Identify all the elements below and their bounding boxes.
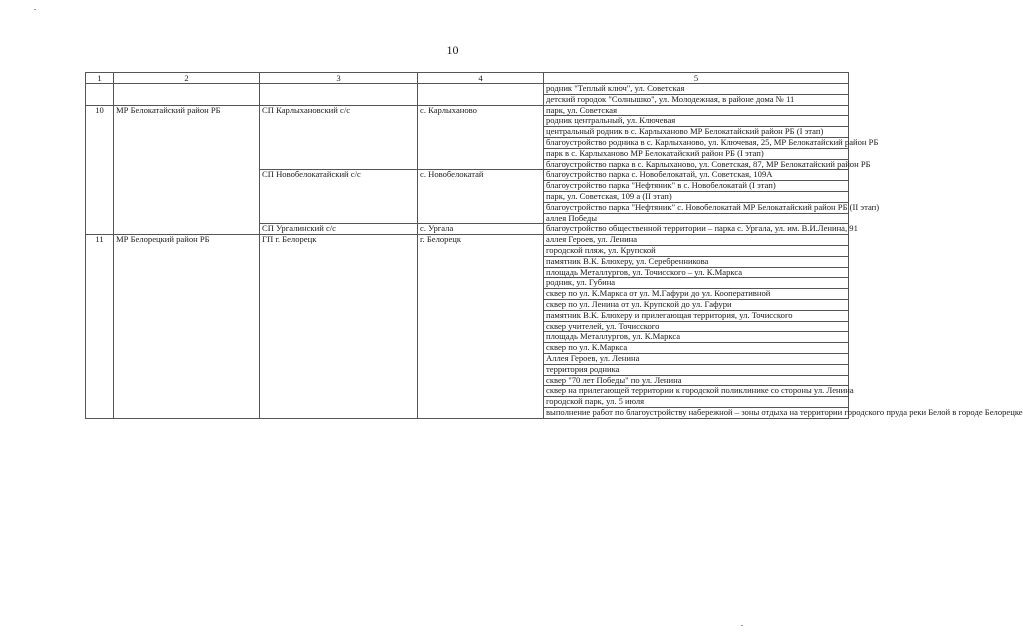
object-cell: аллея Победы bbox=[544, 213, 849, 224]
object-cell: сквер на прилегающей территории к городской поликлинике со стороны ул. Ленина bbox=[544, 386, 849, 397]
object-cell: благоустройство родника в с. Карлыханово, ул. Ключевая, 25, МР Белокатайский район РБ bbox=[544, 137, 849, 148]
locality-cell: с. Карлыханово bbox=[418, 105, 544, 170]
object-cell: благоустройство общественной территории – парка с. Ургала, ул. им. В.И.Ленина, 91 bbox=[544, 224, 849, 235]
objects-table bbox=[85, 72, 1023, 419]
column-header: 4 bbox=[418, 73, 544, 84]
object-cell: благоустройство парка "Нефтяник" в с. Новобелокатай (I этап) bbox=[544, 181, 849, 192]
table-row bbox=[86, 84, 849, 95]
object-cell: выполнение работ по благоустройству набережной – зоны отдыха на территории городского пруда реки Белой в городе Белорецке bbox=[544, 407, 849, 418]
object-cell: сквер учителей, ул. Точисского bbox=[544, 321, 849, 332]
object-cell: родник "Теплый ключ", ул. Советская bbox=[544, 84, 849, 95]
row-number-cell: 11 bbox=[86, 235, 114, 419]
table-row bbox=[86, 235, 849, 246]
object-cell: парк в с. Карлыханово МР Белокатайский район РБ (I этап) bbox=[544, 148, 849, 159]
object-cell: центральный родник в с. Карлыханово МР Белокатайский район РБ (I этап) bbox=[544, 127, 849, 138]
table-body bbox=[86, 83, 1023, 419]
object-cell: благоустройство парка с. Новобелокатай, ул. Советская, 109А bbox=[544, 170, 849, 181]
district-cell: МР Белокатайский район РБ bbox=[114, 105, 260, 235]
object-cell: памятник В.К. Блюхеру, ул. Серебренникова bbox=[544, 256, 849, 267]
object-cell: сквер по ул. К.Маркса bbox=[544, 343, 849, 354]
row-number-cell bbox=[86, 84, 114, 106]
locality-cell: г. Белорецк bbox=[418, 235, 544, 419]
object-cell: городской парк, ул. 5 июля bbox=[544, 397, 849, 408]
header-row bbox=[86, 73, 849, 84]
settlement-cell: СП Карлыхановский с/с bbox=[260, 105, 418, 170]
object-cell: детский городок "Солнышко", ул. Молодежная, в районе дома № 11 bbox=[544, 94, 849, 105]
object-cell: городской пляж, ул. Крупской bbox=[544, 245, 849, 256]
object-cell: родник, ул. Губина bbox=[544, 278, 849, 289]
column-header: 3 bbox=[260, 73, 418, 84]
object-cell: парк, ул. Советская, 109 а (II этап) bbox=[544, 191, 849, 202]
table-row bbox=[86, 105, 849, 116]
object-cell: благоустройство парка в с. Карлыханово, ул. Советская, 87, МР Белокатайский район РБ bbox=[544, 159, 849, 170]
settlement-cell bbox=[260, 84, 418, 106]
district-cell bbox=[114, 84, 260, 106]
object-cell: родник центральный, ул. Ключевая bbox=[544, 116, 849, 127]
locality-cell: с. Новобелокатай bbox=[418, 170, 544, 224]
scan-speck bbox=[34, 9, 36, 10]
district-cell: МР Белорецкий район РБ bbox=[114, 235, 260, 419]
object-cell: благоустройство парка "Нефтяник" с. Новобелокатай МР Белокатайский район РБ (II этап) bbox=[544, 202, 849, 213]
page-number: 10 bbox=[446, 43, 459, 57]
settlement-cell: СП Новобелокатайский с/с bbox=[260, 170, 418, 224]
object-cell: площадь Металлургов, ул. Точисского – ул. К.Маркса bbox=[544, 267, 849, 278]
column-header: 2 bbox=[114, 73, 260, 84]
object-cell: сквер по ул. Ленина от ул. Крупской до ул. Гафури bbox=[544, 299, 849, 310]
object-cell: сквер "70 лет Победы" по ул. Ленина bbox=[544, 375, 849, 386]
settlement-cell: ГП г. Белорецк bbox=[260, 235, 418, 419]
settlement-cell: СП Ургалинский с/с bbox=[260, 224, 418, 235]
object-cell: памятник В.К. Блюхеру и прилегающая территория, ул. Точисского bbox=[544, 310, 849, 321]
object-cell: Аллея Героев, ул. Ленина bbox=[544, 353, 849, 364]
object-cell: аллея Героев, ул. Ленина bbox=[544, 235, 849, 246]
column-header: 5 bbox=[544, 73, 849, 84]
object-cell: парк, ул. Советская bbox=[544, 105, 849, 116]
locality-cell: с. Ургала bbox=[418, 224, 544, 235]
column-header: 1 bbox=[86, 73, 114, 84]
scan-speck bbox=[741, 625, 743, 626]
object-cell: территория родника bbox=[544, 364, 849, 375]
locality-cell bbox=[418, 84, 544, 106]
object-cell: сквер по ул. К.Маркса от ул. М.Гафури до ул. Кооперативной bbox=[544, 289, 849, 300]
row-number-cell: 10 bbox=[86, 105, 114, 235]
object-cell: площадь Металлургов, ул. К.Маркса bbox=[544, 332, 849, 343]
